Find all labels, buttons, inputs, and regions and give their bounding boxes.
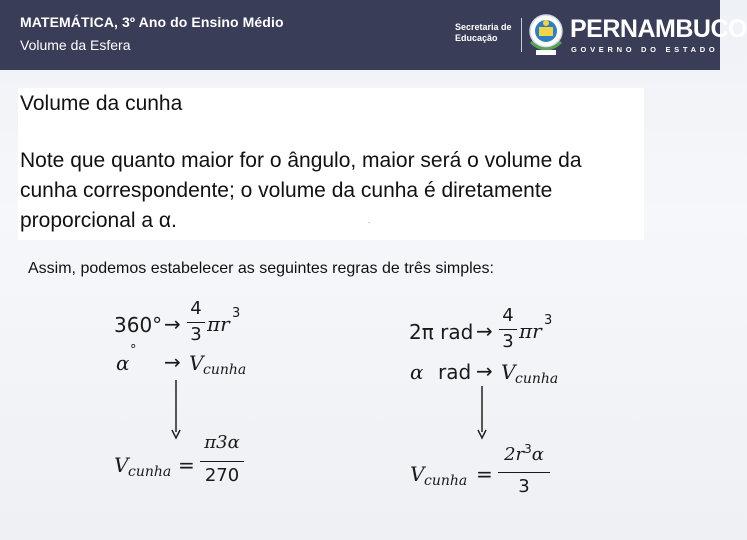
degrees-down-arrow [170, 380, 182, 440]
radians-row2-sub: cunha [515, 371, 559, 387]
degrees-result-den: 270 [204, 465, 240, 486]
degrees-result-frac-bar [200, 461, 244, 462]
degrees-row1-arrow: → [164, 312, 181, 336]
brand-name: PERNAMBUCO [570, 15, 747, 43]
radians-row2-arrow: → [476, 359, 493, 383]
radians-result-num-a: 2r [504, 444, 525, 465]
degrees-row2-right: V [189, 351, 204, 375]
radians-result-equals: = [476, 462, 493, 486]
radians-result-den: 3 [518, 476, 530, 497]
section-paragraph: Note que quanto maior for o ângulo, maior será o volume da cunha correspondente; o volume da cunha é diretamente proporcional a α. [20, 149, 582, 232]
degrees-row1-tail: πr [207, 312, 230, 336]
rules-intro-text: Assim, podemos estabelecer as seguintes regras de três simples: [28, 260, 494, 277]
stray-dot: . [368, 216, 371, 225]
degrees-row2-deg: ° [130, 343, 137, 358]
degrees-row2-sub: cunha [203, 362, 247, 378]
radians-result-num-b: α [531, 444, 544, 465]
degrees-result-lhs-sub: cunha [128, 464, 172, 480]
degrees-row1-frac-num: 4 [190, 298, 202, 319]
header-bar [0, 0, 747, 70]
radians-row2-unit: rad [438, 360, 472, 384]
radians-row2-left: α [410, 360, 424, 384]
degrees-result-lhs: V [114, 453, 129, 477]
secretaria-label: Secretaria de Educação [455, 22, 512, 43]
radians-row1-frac-den: 3 [502, 331, 514, 352]
page-title: MATEMÁTICA, 3º Ano do Ensino Médio [20, 14, 284, 30]
degrees-row1-frac-bar [187, 322, 205, 323]
degrees-result-equals: = [178, 453, 195, 477]
radians-row1-left: 2π rad [409, 320, 474, 344]
radians-row1-arrow: → [476, 319, 493, 343]
degrees-row2-arrow: → [164, 350, 181, 374]
radians-result-lhs: V [410, 462, 425, 486]
radians-row1-frac-num: 4 [502, 305, 514, 326]
radians-row2-right: V [501, 360, 516, 384]
radians-result-num-exp: 3 [524, 442, 532, 456]
radians-result-lhs-sub: cunha [424, 473, 468, 489]
degrees-result-num: π3α [204, 432, 240, 453]
radians-result-frac-bar [498, 472, 550, 473]
section-heading: Volume da cunha [20, 92, 183, 115]
degrees-row1-frac-den: 3 [190, 324, 202, 345]
brand-subtitle: GOVERNO DO ESTADO [571, 45, 719, 54]
radians-result-num [498, 442, 550, 465]
content-panel [18, 88, 644, 240]
radians-down-arrow [476, 386, 488, 440]
radians-row1-exp: 3 [544, 313, 553, 328]
state-crest-icon [526, 12, 566, 58]
degrees-row2-left: α [116, 351, 130, 375]
degrees-row1-left: 360° [114, 313, 163, 337]
radians-row1-frac-bar [499, 329, 517, 330]
degrees-row1-exp: 3 [232, 306, 241, 321]
page-subtitle: Volume da Esfera [20, 37, 131, 53]
radians-row1-tail: πr [519, 319, 542, 343]
logo-divider [521, 18, 522, 52]
